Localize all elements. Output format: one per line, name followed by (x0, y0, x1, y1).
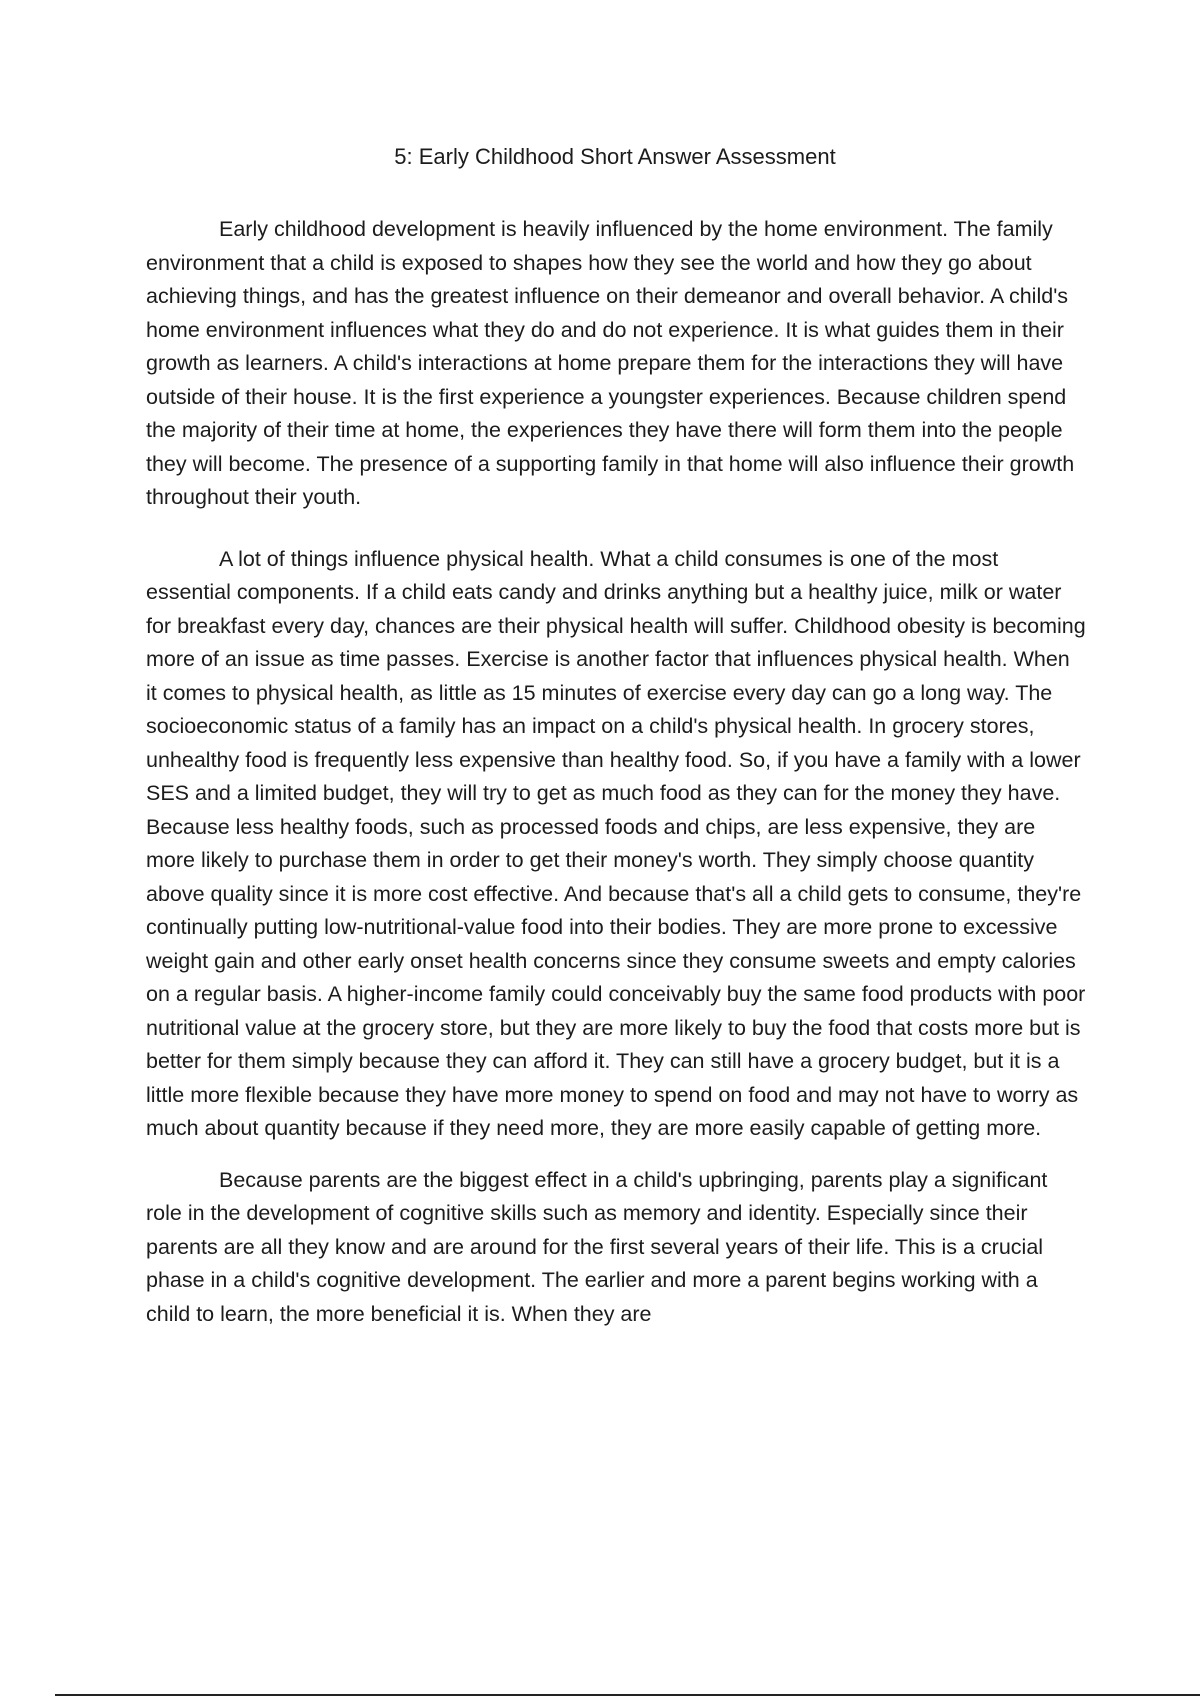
paragraph-cognitive-development: Because parents are the biggest effect in a child's upbringing, parents play a significant role in the development of cognitive skills such as memory and identity. Especially since their parents are all they know and are around for the first several years of their life. This is a crucial phase in a child's cognitive development. The earlier and more a parent begins working with a child to learn, the more beneficial it is. When they are (146, 1167, 1048, 1326)
document-body (146, 213, 1086, 1331)
paragraph-physical-health: A lot of things influence physical health. What a child consumes is one of the most essential components. If a child eats candy and drinks anything but a healthy juice, milk or water for breakfast every day, chances are their physical health will suffer. Childhood obesity is becoming more of an issue as time passes. Exercise is another factor that influences physical health. When it comes to physical health, as little as 15 minutes of exercise every day can go a long way. The socioeconomic status of a family has an impact on a child's physical health. In grocery stores, unhealthy food is frequently less expensive than healthy food. So, if you have a family with a lower SES and a limited budget, they will try to get as much food as they can for the money they have. Because less healthy foods, such as processed foods and chips, are less expensive, they are more likely to purchase them in order to get their money's worth. They simply choose quantity above quality since it is more cost effective. And because that's all a child gets to consume, they're continually putting low-nutritional-value food into their bodies. They are more prone to excessive weight gain and other early onset health concerns since they consume sweets and empty calories on a regular basis. A higher-income family could conceivably buy the same food products with poor nutritional value at the grocery store, but they are more likely to buy the food that costs more but is better for them simply because they can afford it. They can still have a grocery budget, but it is a little more flexible because they have more money to spend on food and may not have to worry as much about quantity because if they need more, they are more easily capable of getting more. (146, 546, 1086, 1140)
page-title: 5: Early Childhood Short Answer Assessment (394, 144, 836, 169)
paragraph-home-environment: Early childhood development is heavily influenced by the home environment. The family environment that a child is exposed to shapes how they see the world and how they go about achieving things, and has the greatest influence on their demeanor and overall behavior. A child's home environment influences what they do and do not experience. It is what guides them in their growth as learners. A child's interactions at home prepare them for the interactions they will have outside of their house. It is the first experience a youngster experiences. Because children spend the majority of their time at home, the experiences they have there will form them into the people they will become. The presence of a supporting family in that home will also influence their growth throughout their youth. (146, 217, 1075, 509)
page-bottom-divider (55, 1694, 1200, 1696)
